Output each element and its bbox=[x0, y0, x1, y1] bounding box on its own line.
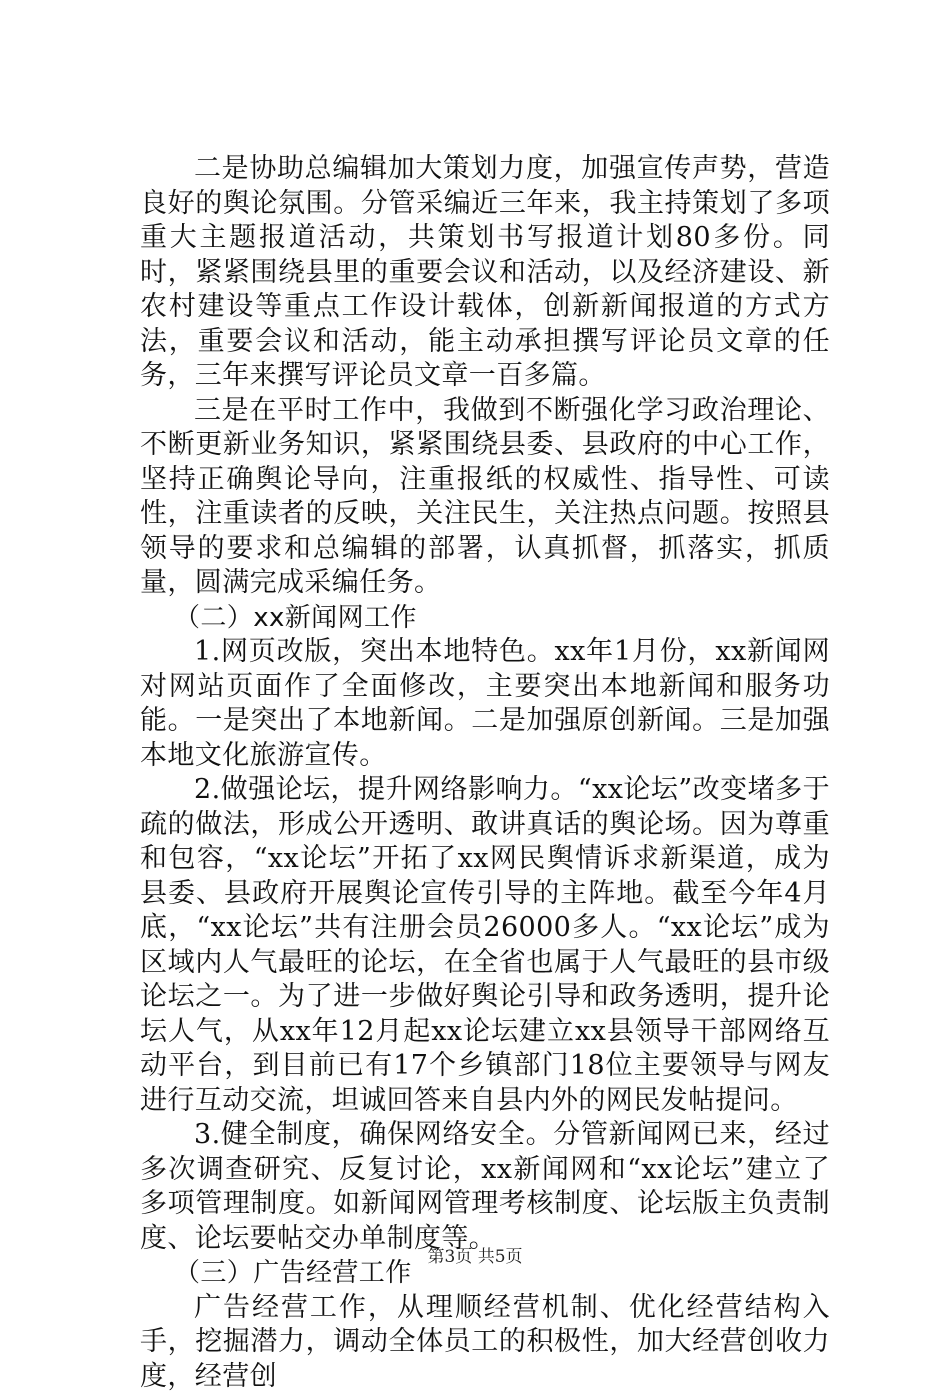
paragraph-forum: 2.做强论坛，提升网络影响力。“xx论坛”改变堵多于疏的做法，形成公开透明、敢讲真话的舆论场。因为尊重和包容，“xx论坛”开拓了xx网民舆情诉求新渠道，成为县委、县政府开展舆论宣传引导的主阵地。截至今年4月底，“xx论坛”共有注册会员26000多人。“xx论坛”成为区域内人气最旺的论坛，在全省也属于人气最旺的县市级论坛之一。为了进一步做好舆论引导和政务透明，提升论坛人气，从xx年12月起xx论坛建立xx县领导干部网络互动平台，到目前已有17个乡镇部门18位主要领导与网友进行互动交流，坦诚回答来自县内外的网民发帖提问。 bbox=[140, 773, 830, 1118]
paragraph-redesign: 1.网页改版，突出本地特色。xx年1月份，xx新闻网对网站页面作了全面修改，主要突出本地新闻和服务功能。一是突出了本地新闻。二是加强原创新闻。三是加强本地文化旅游宣传。 bbox=[140, 635, 830, 773]
paragraph-daily-work: 三是在平时工作中，我做到不断强化学习政治理论、不断更新业务知识，紧紧围绕县委、县政府的中心工作，坚持正确舆论导向，注重报纸的权威性、指导性、可读性，注重读者的反映，关注民生，关注热点问题。按照县领导的要求和总编辑的部署，认真抓督，抓落实，抓质量，圆满完成采编任务。 bbox=[140, 394, 830, 601]
section-heading-news-site: （二）xx新闻网工作 bbox=[140, 601, 830, 636]
section-heading-advertising: （三）广告经营工作 bbox=[140, 1256, 830, 1291]
paragraph-planning: 二是协助总编辑加大策划力度，加强宣传声势，营造良好的舆论氛围。分管采编近三年来，我主持策划了多项重大主题报道活动，共策划书写报道计划80多份。同时，紧紧围绕县里的重要会议和活动，以及经济建设、新农村建设等重点工作设计载体，创新新闻报道的方式方法，重要会议和活动，能主动承担撰写评论员文章的任务，三年来撰写评论员文章一百多篇。 bbox=[140, 152, 830, 394]
paragraph-rules: 3.健全制度，确保网络安全。分管新闻网已来，经过多次调查研究、反复讨论，xx新闻网和“xx论坛”建立了多项管理制度。如新闻网管理考核制度、论坛版主负责制度、论坛要帖交办单制度等。 bbox=[140, 1118, 830, 1256]
document-body bbox=[140, 152, 830, 1394]
page-number-footer: 第3页 共5页 bbox=[0, 1242, 950, 1267]
paragraph-advertising: 广告经营工作，从理顺经营机制、优化经营结构入手，挖掘潜力，调动全体员工的积极性，加大经营创收力度，经营创 bbox=[140, 1291, 830, 1394]
